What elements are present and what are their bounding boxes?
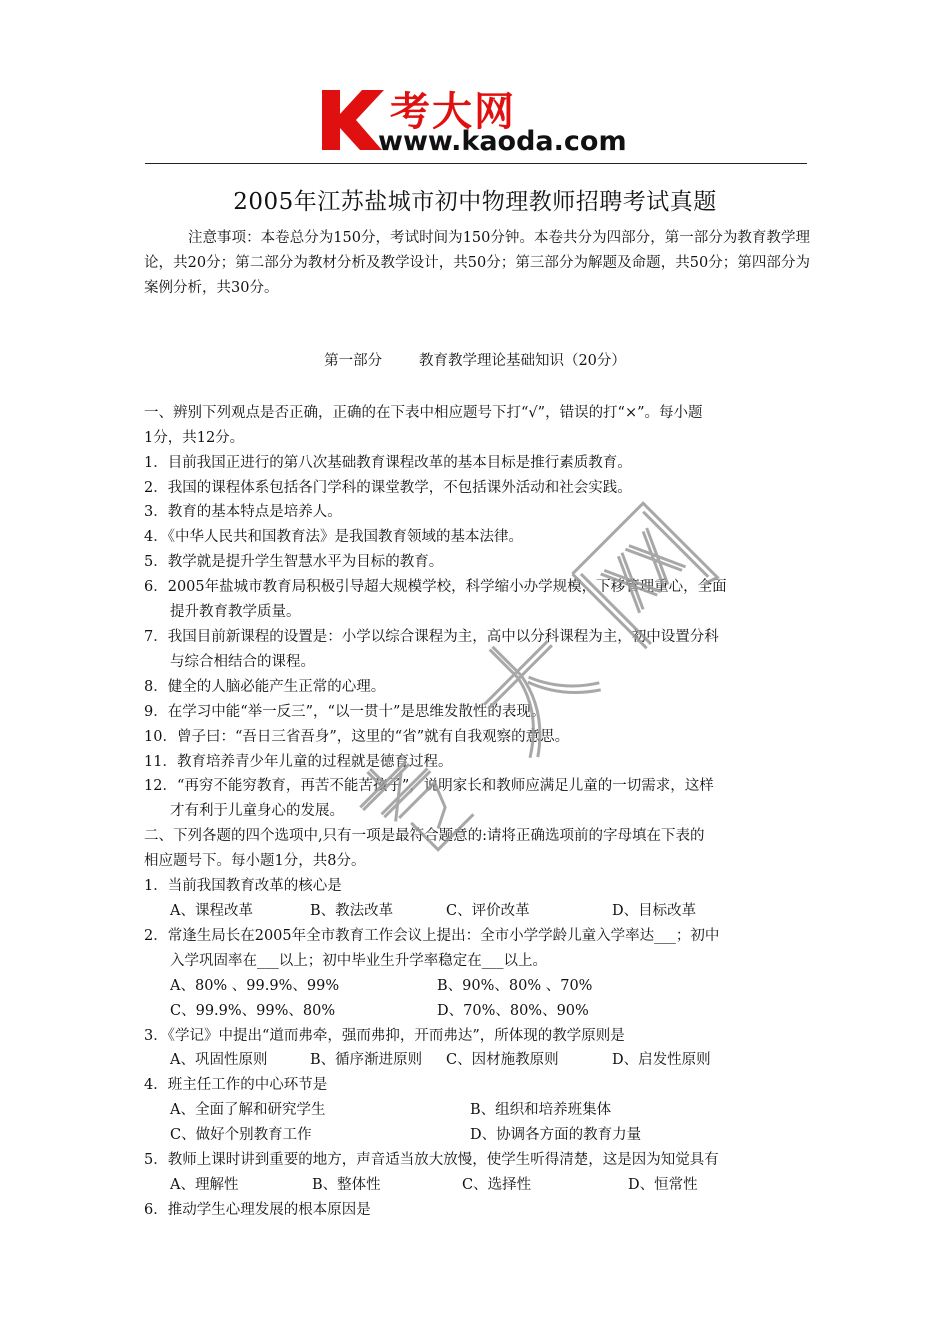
- option-a: A、课程改革: [170, 903, 253, 919]
- list-item: 12．“再穷不能穷教育，再苦不能苦孩子”，说明家长和教师应满足儿童的一切需求，这样: [144, 778, 714, 794]
- section-heading: [0, 349, 950, 370]
- page-title: 2005年江苏盐城市初中物理教师招聘考试真题: [233, 189, 717, 215]
- header-divider: [145, 163, 807, 164]
- section-part: 第一部分: [324, 353, 383, 369]
- part2-intro-line1: 二、下列各题的四个选项中,只有一项是最符合题意的:请将正确选项前的字母填在下表的: [144, 828, 705, 844]
- question-stem: 1．当前我国教育改革的核心是: [144, 878, 342, 894]
- list-item: 5．教学就是提升学生智慧水平为目标的教育。: [144, 554, 444, 570]
- list-item: 9．在学习中能“举一反三”，“以一贯十”是思维发散性的表现。: [144, 704, 546, 720]
- list-item: 8．健全的人脑必能产生正常的心理。: [144, 679, 386, 695]
- option-a: A、理解性: [170, 1177, 239, 1193]
- list-item-continued: 才有利于儿童身心的发展。: [170, 803, 344, 819]
- list-item: 11．教育培养青少年儿童的过程就是德育过程。: [144, 754, 453, 770]
- option-c: C、选择性: [462, 1177, 532, 1193]
- question-stem-continued: 入学巩固率在___以上；初中毕业生升学率稳定在___以上。: [170, 953, 547, 969]
- option-d: D、启发性原则: [612, 1052, 711, 1068]
- option-a: A、80% 、99.9%、99%: [170, 978, 340, 994]
- option-d: D、协调各方面的教育力量: [470, 1127, 642, 1143]
- list-item: 7．我国目前新课程的设置是：小学以综合课程为主，高中以分科课程为主，初中设置分科: [144, 629, 719, 645]
- question-stem: 4．班主任工作的中心环节是: [144, 1077, 328, 1093]
- option-c: C、因材施教原则: [446, 1052, 559, 1068]
- option-c: C、99.9%、99%、80%: [170, 1003, 336, 1019]
- part1-intro-line2: 1分，共12分。: [144, 430, 245, 446]
- list-item: 6．2005年盐城市教育局积极引导超大规模学校，科学缩小办学规模，下移管理重心，全面: [144, 579, 727, 595]
- list-item-continued: 提升教育教学质量。: [170, 604, 301, 620]
- list-item: 10．曾子曰：“吾日三省吾身”，这里的“省”就有自我观察的意思。: [144, 729, 570, 745]
- part2-intro-line2: 相应题号下。每小题1分，共8分。: [144, 853, 366, 869]
- option-d: D、70%、80%、90%: [437, 1003, 589, 1019]
- option-a: A、全面了解和研究学生: [170, 1102, 326, 1118]
- option-c: C、做好个别教育工作: [170, 1127, 312, 1143]
- list-item: 4．《中华人民共和国教育法》是我国教育领域的基本法律。: [144, 529, 523, 545]
- kaoda-logo[interactable]: [318, 80, 648, 160]
- exam-notice: 注意事项：本卷总分为150分，考试时间为150分钟。本卷共分为四部分，第一部分为教育教学理论，共20分；第二部分为教材分析及教学设计，共50分；第三部分为解题及命题，共50分；第四部分为案例分析，共30分。: [144, 230, 810, 296]
- option-b: B、组织和培养班集体: [470, 1102, 612, 1118]
- list-item: 2．我国的课程体系包括各门学科的课堂教学，不包括课外活动和社会实践。: [144, 480, 632, 496]
- part1-intro-line1: 一、辨别下列观点是否正确，正确的在下表中相应题号下打“√”，错误的打“×”。每小题: [144, 405, 703, 421]
- option-b: B、循序渐进原则: [310, 1052, 423, 1068]
- question-stem: 6．推动学生心理发展的根本原因是: [144, 1202, 371, 1218]
- question-stem: 5．教师上课时讲到重要的地方，声音适当放大放慢，使学生听得清楚，这是因为知觉具有: [144, 1152, 719, 1168]
- logo-url-text: www.kaoda.com: [378, 126, 627, 157]
- option-b: B、90%、80% 、70%: [437, 978, 593, 994]
- logo-brand-text: 考大网: [390, 89, 516, 135]
- option-a: A、巩固性原则: [170, 1052, 268, 1068]
- option-d: D、恒常性: [628, 1177, 698, 1193]
- question-stem: 3．《学记》中提出“道而弗牵，强而弗抑，开而弗达”，所体现的教学原则是: [144, 1028, 625, 1044]
- list-item-continued: 与综合相结合的课程。: [170, 654, 315, 670]
- question-stem: 2．常逢生局长在2005年全市教育工作会议上提出：全市小学学龄儿童入学率达___；初中: [144, 928, 720, 944]
- option-d: D、目标改革: [612, 903, 697, 919]
- option-c: C、评价改革: [446, 903, 530, 919]
- section-name: 教育教学理论基础知识（20分）: [418, 353, 626, 369]
- option-b: B、整体性: [312, 1177, 381, 1193]
- option-b: B、教法改革: [310, 903, 394, 919]
- list-item: 1．目前我国正进行的第八次基础教育课程改革的基本目标是推行素质教育。: [144, 455, 632, 471]
- list-item: 3．教育的基本特点是培养人。: [144, 504, 342, 520]
